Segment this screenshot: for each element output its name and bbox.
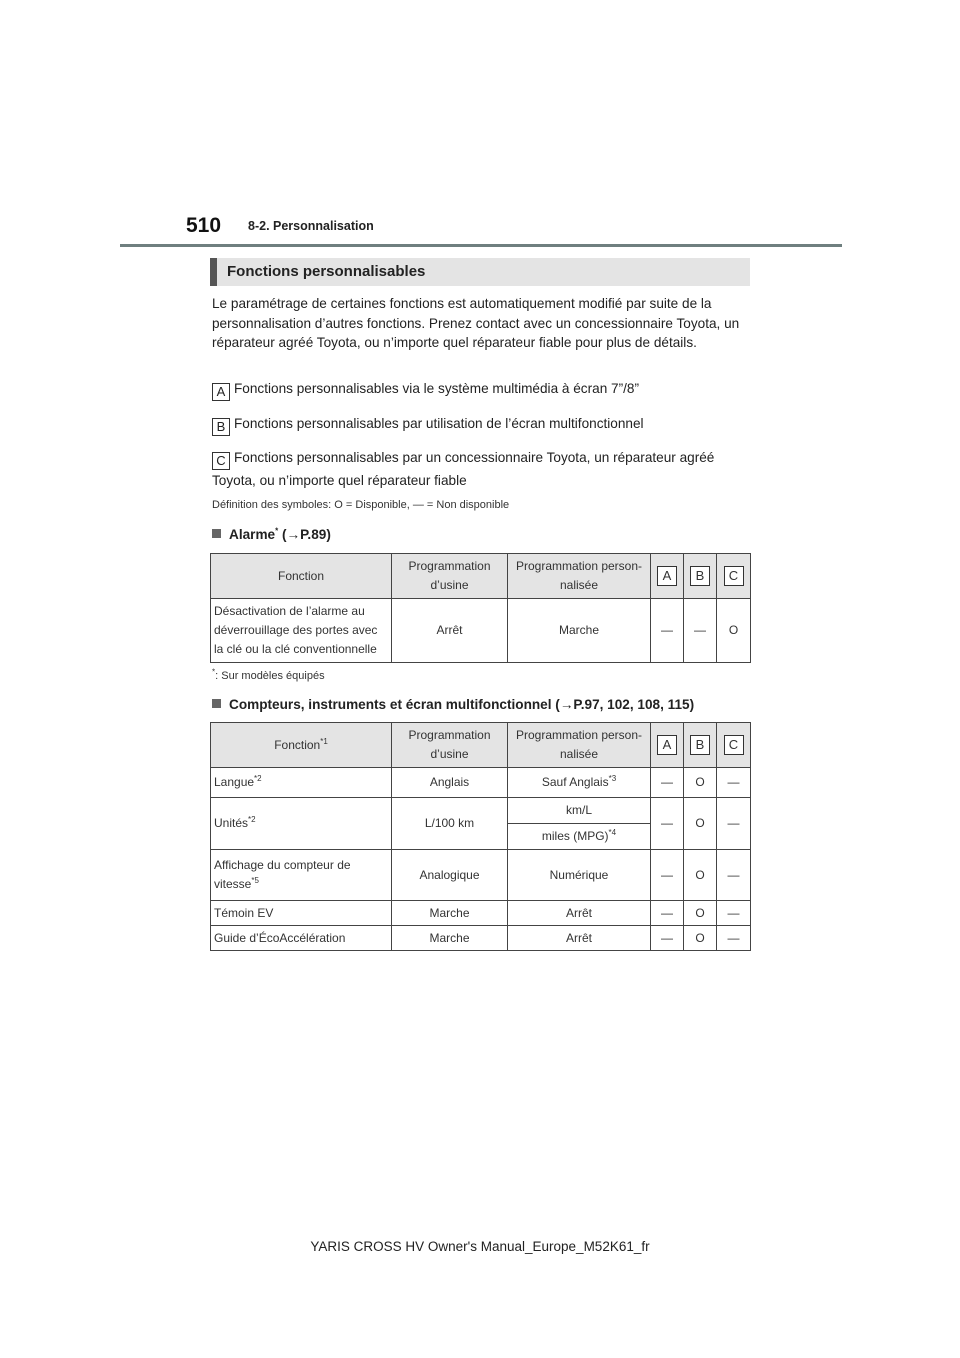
page-number: 510	[186, 214, 222, 237]
header-fonction: Fonction$^{*1}$	[211, 723, 392, 768]
header-a	[651, 554, 684, 599]
cell-usine: Arrêt	[392, 599, 508, 663]
superscript: *	[275, 526, 279, 536]
superscript: *1	[320, 736, 328, 746]
cell-perso: Arrêt	[508, 901, 651, 926]
legend-text: Fonctions personnalisables via le système multimédia à écran 7”/8”	[234, 381, 639, 396]
table-row	[211, 768, 751, 798]
cell-perso: Sauf Anglais$^{*3}$	[508, 768, 651, 798]
cell-b: —	[684, 599, 717, 663]
cell-fonction: Unités$^{*2}$	[211, 798, 392, 850]
legend-item-a	[212, 380, 639, 401]
header-fonction: Fonction	[211, 554, 392, 599]
table-row	[211, 798, 751, 824]
cell-perso: Arrêt	[508, 926, 651, 951]
alarme-table	[210, 553, 751, 663]
cell-b: O	[684, 850, 717, 901]
legend-text: Fonctions personnalisables par utilisation de l’écran multifonctionnel	[234, 416, 644, 431]
legend-item-b	[212, 415, 644, 436]
header-c	[717, 554, 751, 599]
legend-item-c	[212, 449, 714, 470]
cell-usine: Marche	[392, 901, 508, 926]
header-divider	[120, 244, 842, 247]
cell-usine: Anglais	[392, 768, 508, 798]
letter-c-icon: C	[724, 735, 744, 755]
letter-b-icon: B	[690, 735, 710, 755]
page-reference: (→P.89)	[282, 527, 331, 542]
cell-usine: Marche	[392, 926, 508, 951]
cell-fonction: Affichage du compteur de vitesse$^{*5}$	[211, 850, 392, 901]
cell-fonction: Guide d’ÉcoAccélération	[211, 926, 392, 951]
section-title: 8-2. Personnalisation	[248, 219, 374, 233]
header-c	[717, 723, 751, 768]
cell-fonction: Langue$^{*2}$	[211, 768, 392, 798]
cell-c: O	[717, 599, 751, 663]
footnote-text: : Sur modèles équipés	[215, 670, 325, 682]
section-title-text: Compteurs, instruments et écran multifonctionnel	[229, 697, 552, 712]
header-perso: Programmation person-nalisée	[508, 723, 651, 768]
cell-c: —	[717, 798, 751, 850]
section-compteurs-heading	[212, 697, 694, 712]
intro-paragraph: Le paramétrage de certaines fonctions est automatiquement modifié par suite de la personnalisation d’autres fonctions. Prenez contact avec un concessionnaire Toyota, un réparateur agréé Toyota, ou n’importe quel réparateur fiable pour plus de détails.	[212, 296, 740, 350]
cell-perso: miles (MPG)$^{*4}$	[508, 824, 651, 850]
cell-a: —	[651, 850, 684, 901]
letter-b-icon: B	[690, 566, 710, 586]
cell-a: —	[651, 926, 684, 951]
square-bullet-icon	[212, 699, 221, 708]
square-bullet-icon	[212, 529, 221, 538]
cell-fonction: Témoin EV	[211, 901, 392, 926]
table-row	[211, 599, 751, 663]
cell-b: O	[684, 798, 717, 850]
header-usine: Programmation d’usine	[392, 723, 508, 768]
cell-c: —	[717, 850, 751, 901]
letter-a-icon: A	[212, 383, 230, 401]
header-a	[651, 723, 684, 768]
cell-b: O	[684, 768, 717, 798]
cell-b: O	[684, 926, 717, 951]
cell-a: —	[651, 599, 684, 663]
cell-fonction: Désactivation de l’alarme au déverrouillage des portes avec la clé ou la clé conventionnelle	[211, 599, 392, 663]
header-usine: Programmation d’usine	[392, 554, 508, 599]
cell-perso: Marche	[508, 599, 651, 663]
symbols-definition: Définition des symboles: O = Disponible, — = Non disponible	[212, 499, 510, 511]
legend-text: Fonctions personnalisables par un concessionnaire Toyota, un réparateur agréé	[234, 450, 715, 465]
letter-a-icon: A	[657, 566, 677, 586]
cell-a: —	[651, 798, 684, 850]
cell-c: —	[717, 768, 751, 798]
letter-c-icon: C	[212, 452, 230, 470]
cell-b: O	[684, 901, 717, 926]
table-row	[211, 926, 751, 951]
header-b	[684, 554, 717, 599]
box-title: Fonctions personnalisables	[210, 258, 750, 286]
section-alarme-heading	[212, 527, 331, 542]
footer-manual-name: YARIS CROSS HV Owner's Manual_Europe_M52K61_fr	[310, 1239, 650, 1254]
compteurs-table	[210, 722, 751, 951]
header-b	[684, 723, 717, 768]
cell-c: —	[717, 926, 751, 951]
table-row	[211, 901, 751, 926]
cell-perso: Numérique	[508, 850, 651, 901]
cell-usine: L/100 km	[392, 798, 508, 850]
letter-a-icon: A	[657, 735, 677, 755]
footnote-mark: *	[212, 667, 216, 677]
section-title-text: Alarme	[229, 527, 276, 542]
cell-usine: Analogique	[392, 850, 508, 901]
cell-c: —	[717, 901, 751, 926]
footnote	[212, 667, 325, 682]
page-reference: (→P.97, 102, 108, 115)	[555, 697, 695, 712]
cell-a: —	[651, 901, 684, 926]
legend-continuation: Toyota, ou n’importe quel réparateur fiable	[212, 473, 467, 488]
header-perso: Programmation person-nalisée	[508, 554, 651, 599]
letter-c-icon: C	[724, 566, 744, 586]
letter-b-icon: B	[212, 418, 230, 436]
cell-perso: km/L	[508, 798, 651, 824]
cell-a: —	[651, 768, 684, 798]
table-row	[211, 850, 751, 901]
